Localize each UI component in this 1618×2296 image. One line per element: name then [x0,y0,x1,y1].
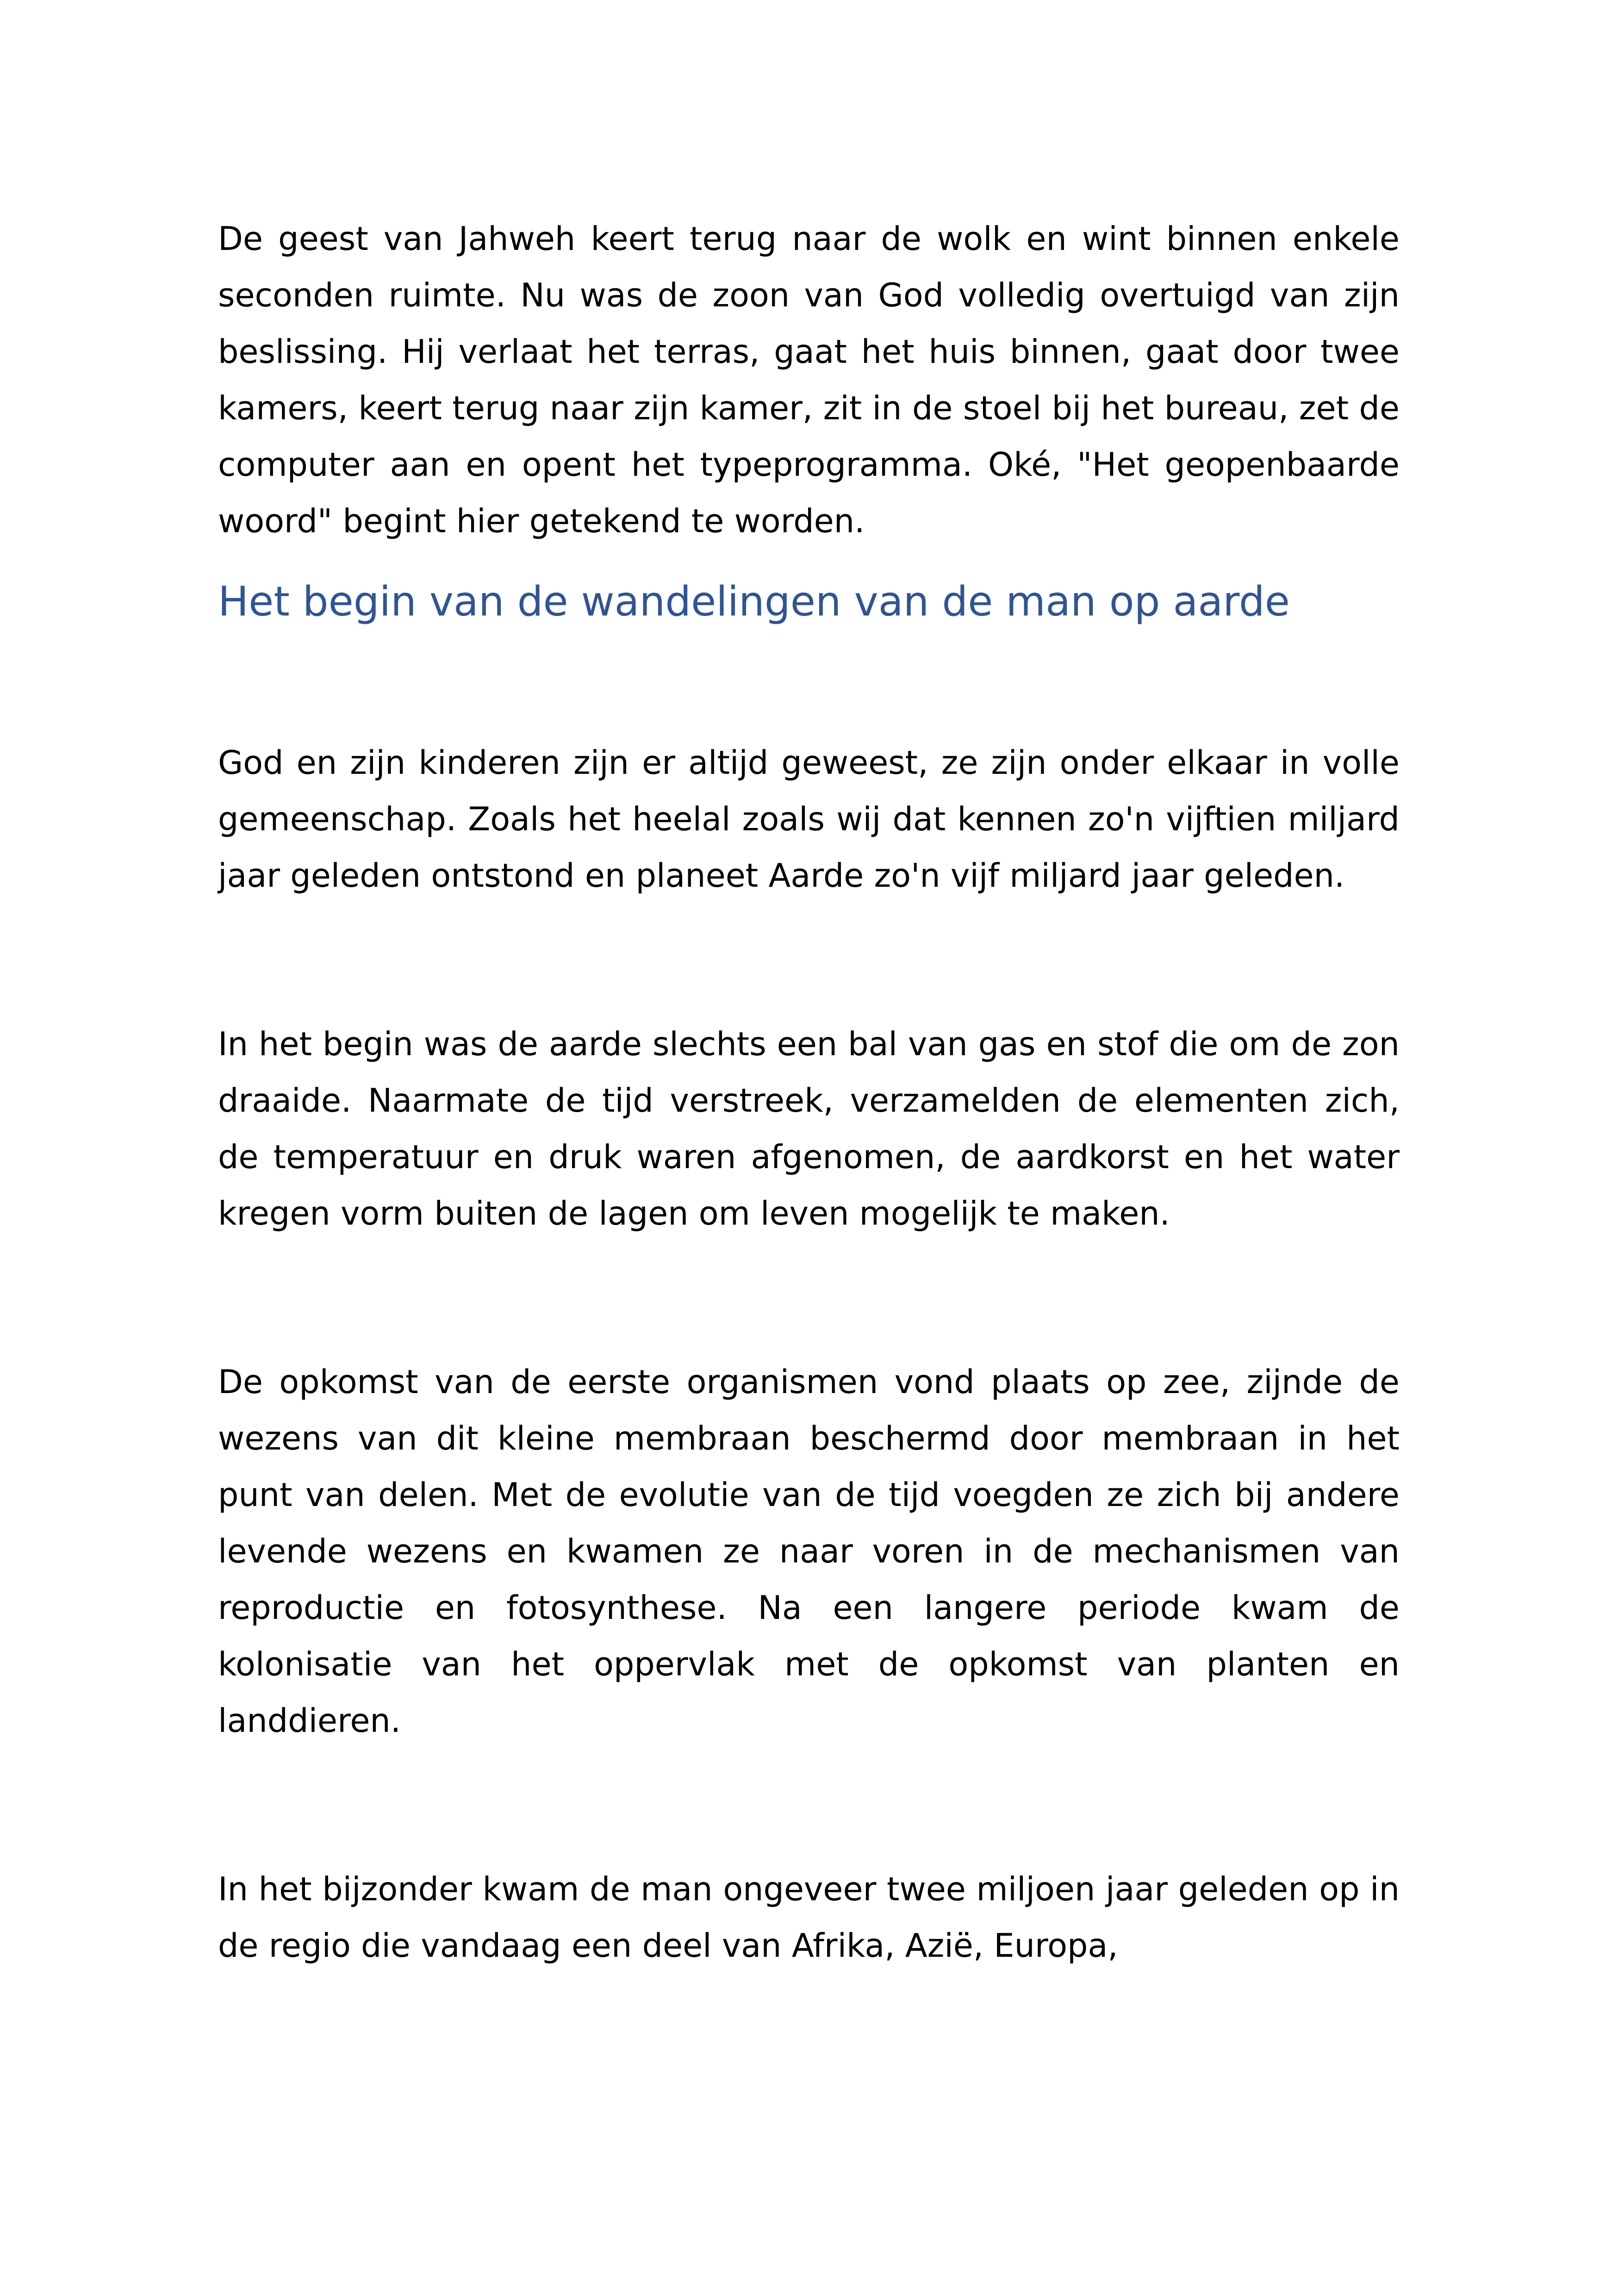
paragraph-4: De opkomst van de eerste organismen vond plaats op zee, zijnde de wezens van dit kleine membraan beschermd door membraan in het punt van delen. Met de evolutie van de tijd voegden ze zich bij andere levende wezens en kwamen ze naar voren in de mechanismen van reproductie en fotosynthese. Na een langere periode kwam de kolonisatie van het oppervlak met de opkomst van planten en landdieren. [218,1363,1400,1740]
paragraph-1: De geest van Jahweh keert terug naar de wolk en wint binnen enkele seconden ruimte. Nu was de zoon van God volledig overtuigd van zijn beslissing. Hij verlaat het terras, gaat het huis binnen, gaat door twee kamers, keert terug naar zijn kamer, zit in de stoel bij het bureau, zet de computer aan en opent het typeprogramma. Oké, "Het geopenbaarde woord" begint hier getekend te worden. [218,220,1400,540]
paragraph-3: In het begin was de aarde slechts een bal van gas en stof die om de zon draaide. Naarmate de tijd verstreek, verzamelden de elementen zich, de temperatuur en druk waren afgenomen, de aardkorst en het water kregen vorm buiten de lagen om leven mogelijk te maken. [218,1025,1400,1232]
paragraph-2: God en zijn kinderen zijn er altijd geweest, ze zijn onder elkaar in volle gemeenschap. Zoals het heelal zoals wij dat kennen zo'n vijftien miljard jaar geleden ontstond en planeet Aarde zo'n vijf miljard jaar geleden. [218,744,1400,895]
section-heading: Het begin van de wandelingen van de man op aarde [218,578,1290,625]
paragraph-5: In het bijzonder kwam de man ongeveer twee miljoen jaar geleden op in de regio die vandaag een deel van Afrika, Azië, Europa, [218,1870,1400,1965]
document-body [218,211,1400,1974]
